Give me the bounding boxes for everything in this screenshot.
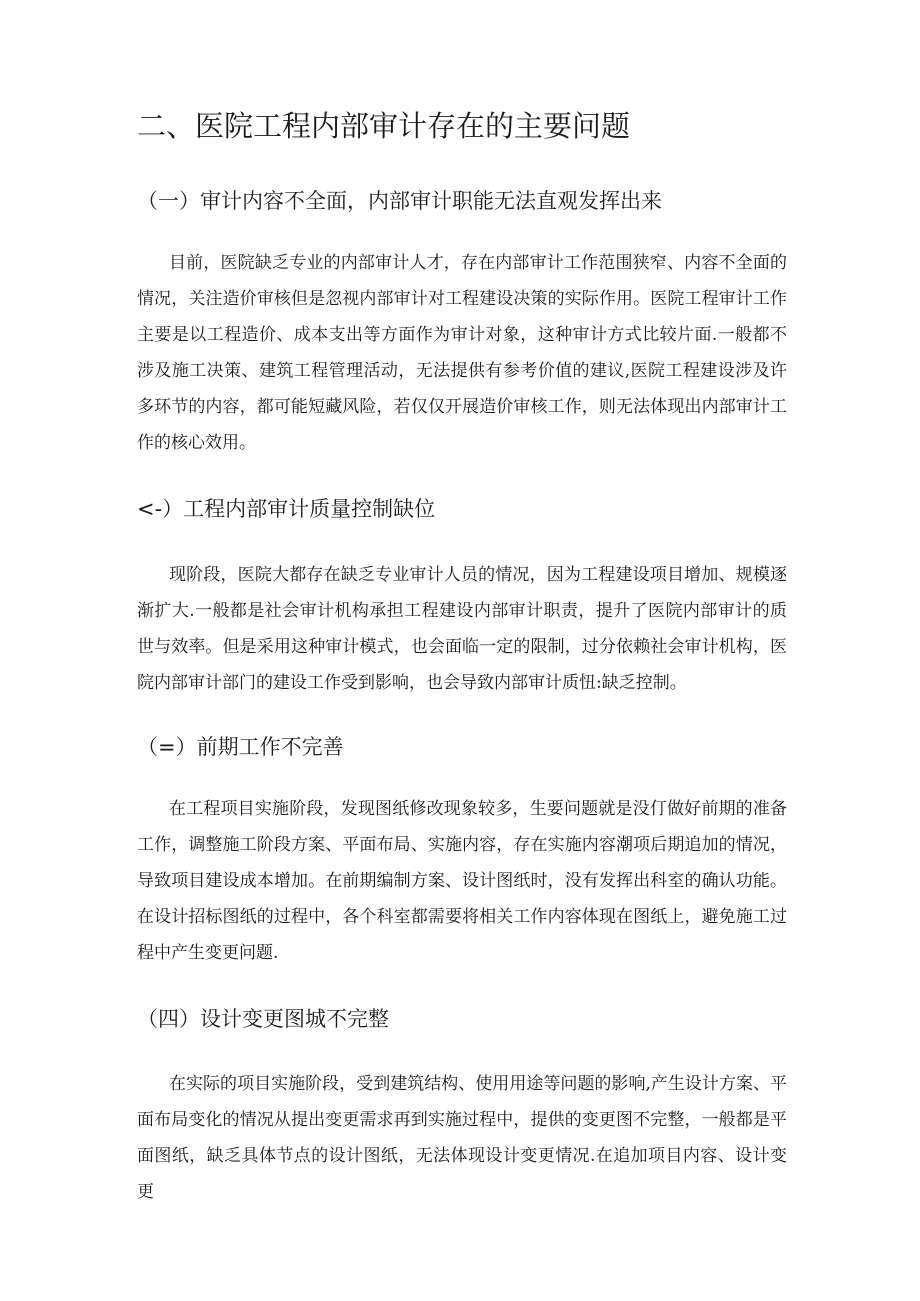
section-1-paragraph: 目前，医院缺乏专业的内部审计人才，存在内部审计工作范围狭窄、内容不全面的情况，关注造价审核但是忽视内部审计对工程建设决策的实际作用。医院工程审计工作主要是以工程造价、成本支出等方面作为审计对象，这种审计方式比较片面.一般都不涉及施工决策、建筑工程管理活动，无法提供有参考价值的建议,医院工程建设涉及许多环节的内容，都可能短藏风险，若仅仅开展造价审核工作，则无法体现出内部审计工作的核心效用。	[137, 253, 787, 453]
section-4-paragraph: 在实际的项目实施阶段，受到建筑结构、使用用途等问题的影响,产生设计方案、平面布局变化的情况从提出变更需求再到实施过程中，提供的变更图不完整，一般都是平面图纸，缺乏具体节点的设计图纸，无法体现设计变更情况.在追加项目内容、设计变更	[137, 1074, 787, 1202]
section-2-heading: <-）工程内部审计质量控制缺位	[137, 497, 436, 521]
section-4-heading: （四）设计变更图城不完整	[137, 1007, 389, 1031]
section-1-heading: （一）审计内容不全面，内部审计职能无法直观发挥出来	[137, 189, 662, 213]
section-2-paragraph: 现阶段，医院大都存在缺乏专业审计人员的情况，因为工程建设项目增加、规模逐渐扩大.一般都是社会审计机构承担工程建设内部审计职责，提升了医院内部审计的质世与效率。但是采用这种审计模式，也会面临一定的限制，过分依赖社会审计机构，医院内部审计部门的建设工作受到影响，也会导致内部审计质忸:缺乏控制。	[137, 565, 787, 693]
main-heading: 二、医院工程内部审计存在的主要问题	[137, 109, 631, 143]
section-3-paragraph: 在工程项目实施阶段，发现图纸修改现象较多，生要问题就是没仃做好前期的准备工作，调整施工阶段方案、平面布局、实施内容，存在实施内容潮项后期追加的情况，导致项目建设成本增加。在前期编制方案、设计图纸时，没有发挥出科室的确认功能。在设计招标图纸的过程中，各个科室都需要将相关工作内容体现在图纸上，避免施工过程中产生变更问题.	[137, 799, 787, 963]
section-3-heading: （=）前期工作不完善	[137, 735, 344, 759]
